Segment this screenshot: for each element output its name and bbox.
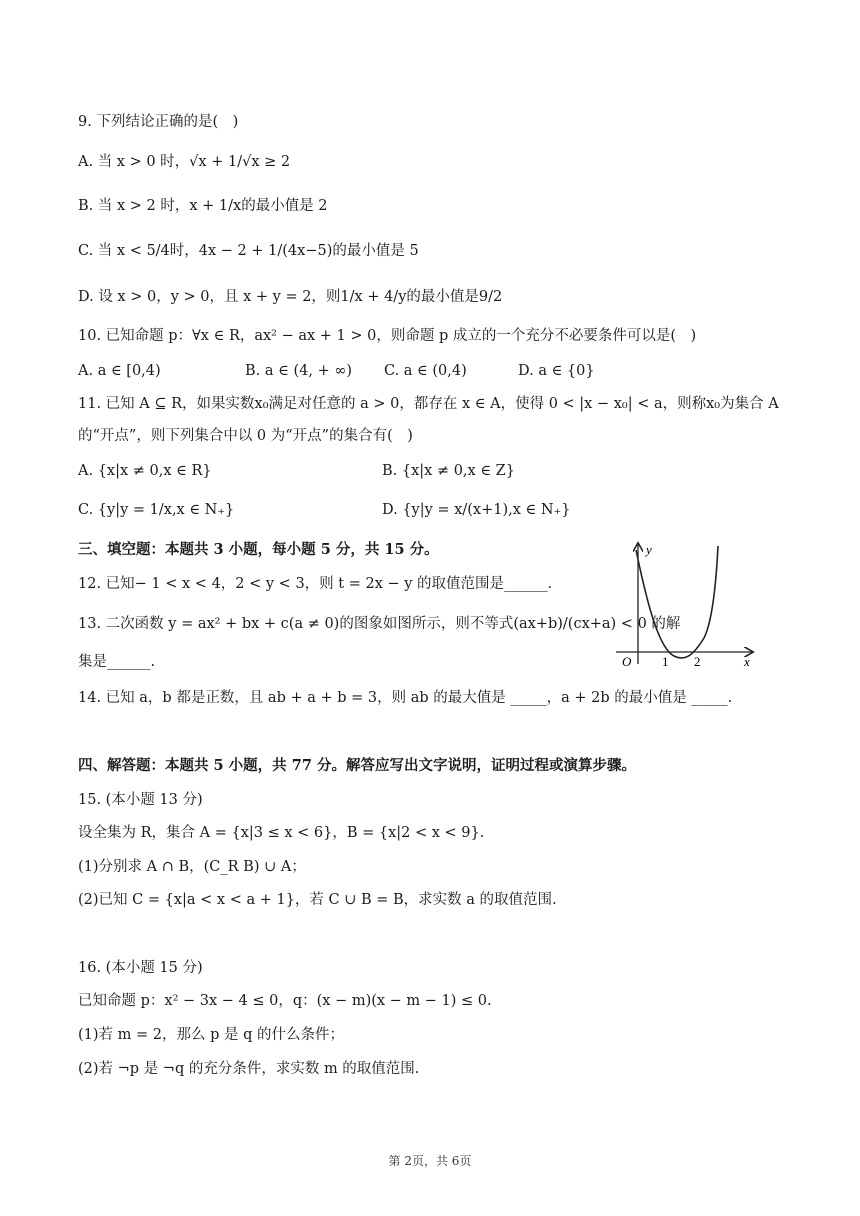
q16-line2: (1)若 m = 2，那么 p 是 q 的什么条件； [78, 1027, 344, 1043]
q9-option-d: D. 设 x > 0，y > 0，且 x + y = 2，则1/x + 4/y的最小值是9/2 [78, 289, 503, 305]
q9-option-c: C. 当 x < 5/4时，4x − 2 + 1/(4x−5)的最小值是 5 [78, 243, 419, 259]
q9-option-b: B. 当 x > 2 时，x + 1/x的最小值是 2 [78, 198, 328, 214]
q16-line1: 已知命题 p：x² − 3x − 4 ≤ 0，q：(x − m)(x − m − 1) ≤ 0. [78, 993, 492, 1009]
parabola-graph-figure [612, 538, 760, 668]
parabola-curve [636, 546, 718, 658]
q16-line3: (2)若 ¬p 是 ¬q 的充分条件，求实数 m 的取值范围. [78, 1061, 420, 1077]
section-4-heading: 四、解答题：本题共 5 小题，共 77 分。解答应写出文字说明，证明过程或演算步骤。 [78, 757, 636, 774]
q12-text: 12. 已知− 1 < x < 4，2 < y < 3，则 t = 2x − y 的取值范围是______. [78, 576, 553, 592]
q10-option-d: D. a ∈ {0} [518, 363, 595, 379]
q16-header: 16. (本小题 15 分) [78, 960, 203, 976]
q10-option-a: A. a ∈ [0,4) [78, 363, 161, 379]
q11-option-b: B. {x|x ≠ 0,x ∈ Z} [382, 463, 515, 479]
graph-x-label: x [744, 654, 750, 668]
q11-option-a: A. {x|x ≠ 0,x ∈ R} [78, 463, 212, 479]
q15-line3: (2)已知 C = {x|a < x < a + 1}，若 C ∪ B = B，求实数 a 的取值范围. [78, 892, 557, 908]
q13-line2: 集是______. [78, 654, 156, 670]
page-footer: 第 2页，共 6页 [388, 1154, 472, 1168]
section-3-heading: 三、填空题：本题共 3 小题，每小题 5 分，共 15 分。 [78, 541, 439, 558]
graph-tick-1: 1 [662, 654, 669, 668]
q11-stem-line2: 的“开点”，则下列集合中以 0 为“开点”的集合有( ) [78, 428, 413, 444]
q11-stem-line1: 11. 已知 A ⊆ R，如果实数x₀满足对任意的 a > 0，都存在 x ∈ A，使得 0 < |x − x₀| < a，则称x₀为集合 A [78, 396, 779, 412]
q15-header: 15. (本小题 13 分) [78, 792, 203, 808]
graph-tick-2: 2 [694, 654, 701, 668]
q11-option-c: C. {y|y = 1/x,x ∈ N₊} [78, 502, 235, 518]
q10-option-b: B. a ∈ (4, + ∞) [245, 363, 353, 379]
q9-stem: 9. 下列结论正确的是( ) [78, 114, 239, 130]
q11-option-d: D. {y|y = x/(x+1),x ∈ N₊} [382, 502, 571, 518]
q13-line1: 13. 二次函数 y = ax² + bx + c(a ≠ 0)的图象如图所示，则不等式(ax+b)/(cx+a) < 0 的解 [78, 616, 681, 632]
q15-line2: (1)分别求 A ∩ B，(C_R B) ∪ A； [78, 859, 306, 875]
q10-option-c: C. a ∈ (0,4) [384, 363, 467, 379]
q9-option-a: A. 当 x > 0 时，√x + 1/√x ≥ 2 [78, 154, 291, 170]
graph-origin-label: O [622, 654, 632, 668]
q15-line1: 设全集为 R，集合 A = {x|3 ≤ x < 6}，B = {x|2 < x < 9}. [78, 825, 485, 841]
q10-stem: 10. 已知命题 p：∀x ∈ R，ax² − ax + 1 > 0，则命题 p 成立的一个充分不必要条件可以是( ) [78, 328, 697, 344]
q14-text: 14. 已知 a，b 都是正数，且 ab + a + b = 3，则 ab 的最大值是 _____，a + 2b 的最小值是 _____. [78, 690, 733, 706]
graph-y-label: y [646, 542, 652, 557]
